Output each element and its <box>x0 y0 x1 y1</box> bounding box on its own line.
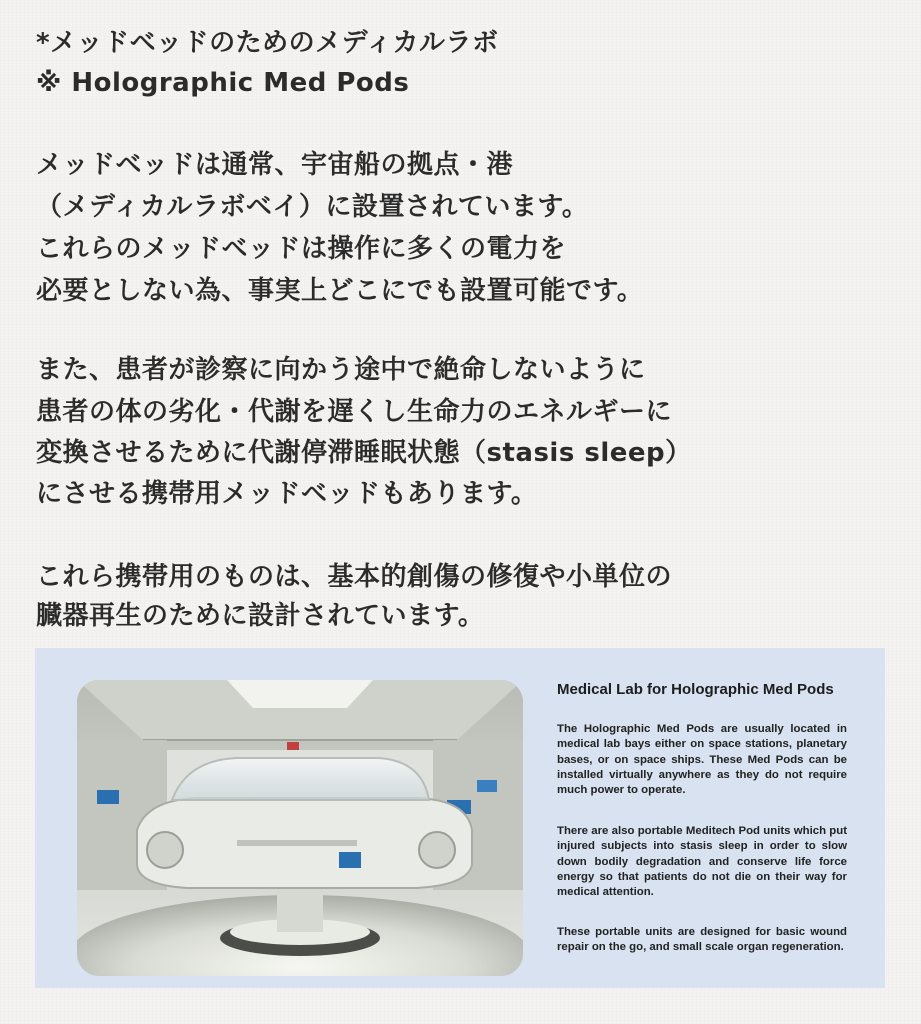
text-line: これら携帯用のものは、基本的創傷の修復や小単位の <box>36 562 673 592</box>
text-line: 臓器再生のために設計されています。 <box>36 601 485 631</box>
card-paragraph: The Holographic Med Pods are usually located in medical lab bays either on space stations, planetary bases, or on space ships. These Med Pods can be installed virtually anywhere as they do not require much power to operate. <box>557 723 847 797</box>
text-line: これらのメッドベッドは操作に多くの電力を <box>36 234 567 264</box>
card-paragraph: There are also portable Meditech Pod units which put injured subjects into stasis sleep in order to slow down bodily degradation and conserve life force energy so that patients do not die on their way for medical attention. <box>557 825 847 899</box>
info-card <box>35 648 885 988</box>
card-title: Medical Lab for Holographic Med Pods <box>557 681 834 698</box>
heading-line: *メッドベッドのためのメディカルラボ <box>36 28 499 58</box>
text-line: 必要としない為、事実上どこにでも設置可能です。 <box>36 276 644 306</box>
subheading-line: ※ Holographic Med Pods <box>36 68 410 98</box>
text-line: にさせる携帯用メッドベッドもあります。 <box>36 479 538 509</box>
text-line: また、患者が診察に向かう途中で絶命しないように <box>36 355 646 385</box>
text-line: メッドベッドは通常、宇宙船の拠点・港 <box>36 150 514 180</box>
text-line: （メディカルラボベイ）に設置されています。 <box>36 192 589 222</box>
text-line: 患者の体の劣化・代謝を遅くし生命力のエネルギーに <box>36 397 673 427</box>
text-line: 変換させるために代謝停滞睡眠状態（stasis sleep） <box>36 438 692 468</box>
med-pod-photo <box>77 680 523 976</box>
card-paragraph: These portable units are designed for basic wound repair on the go, and small scale organ regeneration. <box>557 926 847 954</box>
